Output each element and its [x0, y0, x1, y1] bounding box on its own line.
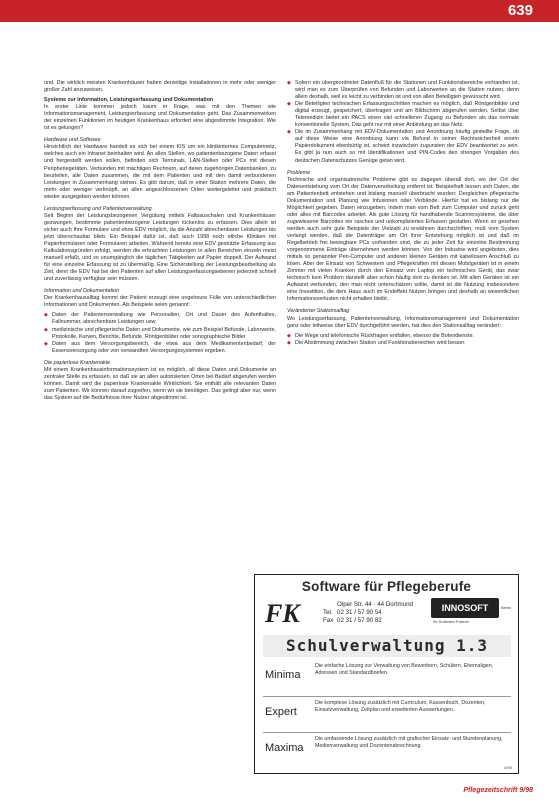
- subheading: Veränderter Stationsalltag: [287, 308, 350, 315]
- bullet-item: ◆ medizinische und pflegerische Daten und Dokumente, wie zum Beispiel Befunde, Laborwerte, Protokolle, Kurven, Berichte, Befunde, Röntgenbilder oder sonographische Bilder: [44, 327, 276, 341]
- ad-contact-line: [323, 617, 413, 625]
- paragraph: und. Die wirklich meisten Krankenhäuser haben derzeitige Installationen in mehr oder weniger großer Zahl anzuweisen.: [44, 80, 276, 94]
- bullet-item: ◆ Daten aus dem Versorgungsbereich, die etwa aus dem Medikamentenbedarf, der Essensversorgung oder von verwandten Versorgungssystemen ergeben.: [44, 341, 276, 355]
- subheading: Leistungserfassung und Patientenverwaltung: [44, 205, 152, 212]
- paragraph: Mit einem Krankenhausinformationssystem ist es möglich, all diese Daten und Dokumente an zentraler Stelle zu erfassen, so daß sie an allen autorisierten Orten bei Bedarf abgerufen werden können. Damit wird die papierlose Krankenakte Wirklichkeit. Sie enthält alle relevanten Daten zum Patienten. Wir können darauf zugreifen, wenn wir sie benötigen. Das gelingt aber nur, wenn das System auf die Bedürfnisse ihrer Nutzer abgestimmt ist.: [44, 366, 276, 401]
- bullet-item: ◆ Die Wege und telefonische Rückfragen entfallen, ebenso die Botendienste.: [287, 333, 519, 340]
- ad-edition-row: [263, 660, 511, 694]
- subheading: Information und Dokumentation: [44, 288, 120, 295]
- bullet-item: ◆ Sofern ein übergeordneter Datenfluß für die Stationen und Funktionsbereiche vorhanden ist, wird man es zum Überprüfen von Befunden und Laborwerten an die Station nutzen, denn allein deshalb, weil es leicht zu verbinden ist und von allen Beteiligten gewünscht wird.: [287, 80, 519, 101]
- advertisement: [254, 574, 519, 774]
- edition-name: Expert: [265, 706, 297, 718]
- ad-title: Software für Pflegeberufe: [301, 579, 472, 594]
- ad-logo: FK: [265, 599, 300, 628]
- ad-edition-row: [263, 732, 511, 766]
- right-column: [287, 80, 519, 350]
- ad-product-name: Schulverwaltung 1.3: [263, 635, 511, 657]
- section-heading: Systeme zur Information, Leistungserfassung und Dokumentation: [44, 97, 214, 104]
- contact-value: 02 31 / 57 90 54: [337, 609, 382, 616]
- ad-brand-note: Berlin: [501, 605, 512, 610]
- ad-contact-block: [263, 597, 511, 631]
- bullet-item: ◆ Die Abstimmung zwischen Station und Funktionsbereichen wird besser.: [287, 340, 519, 347]
- edition-description: Die komplexe Lösung zusätzlich mit Curriculum, Kassenbuch, Dozenten, Einsatzverwaltung, Zeitplan und erweiterten Auswertungen.: [315, 700, 486, 713]
- paragraph: Wo Leistungserfassung, Patientenverwaltung, Informationsmanagement und Dokumentation ganz oder teilweise über EDV durchgeführt werden, hat dies den Stationsalltag verändert:: [287, 315, 519, 329]
- subheading: Hardware und Software: [44, 137, 101, 144]
- edition-description: Die umfassende Lösung zusätzlich mit grafischer Einsatz- und Stundenplanung, Medienverwaltung und Dozentenabrechnung.: [315, 736, 503, 749]
- ad-contact-lines: [323, 601, 413, 625]
- ad-edition-row: [263, 696, 511, 730]
- bullet-item: ◆ Die Beteiligten technischen Erfassungsschritten machen es möglich, daß Röntgenbilder und digital erzeugt, gespeichert, übertragen und am Bildschirm abgerufen werden. Selbst über Telemedizin bietet ein PACS einen viel schnelleren Zugang zu Befunden als das normale konventionelle System. Das geht nur mit einer Anbindung an das Netz.: [287, 101, 519, 129]
- journal-footer: Pflegezeitschrift 9/98: [463, 787, 533, 794]
- bullet-item: ◆ Daten der Patientenverwaltung wie Personalien, Ort und Dauer des Aufenthaltes, Fallnummer, abrechenbare Leistungen usw.: [44, 312, 276, 326]
- contact-label: Tel.: [323, 609, 333, 616]
- paragraph: Seit Beginn der Leistungsbezogenen Vergütung mittels Fallpauschalen und Krankenhäuser gezwungen, bestimmte patientenbezogene Leistungen lückenlos zu erfassen. Dies allein ist sicher auch Ihre Formulare und ohne EDV möglich, da die Anzahl abrechenbarer Leistungen bis jetzt überschaubar blieb. Ein Beispiel dafür ist, daß auch 1998 noch etliche Kliniken mit Papierformularen oder Formularen arbeiten. Während bereits eine EDV gestützte Erfassung aus Kalkulationsgründen erfolgt, werden die erbrachten Leistungen in allen Bereichen einzeln meist manuell erfaßt, und so unumgänglich die täglichen Tätigkeiten auf Papier doppelt. Der Aufwand für eine einzelne Erfassung ist zu übermäßig. Eine Sicherstellung der Leistungsbearbeitung als Zeit, denn die EDV hat bei den Patienten auf allen Leistungserfassungsebenen jederzeit schnell und zuverlässig verfügbar sein müssen.: [44, 212, 276, 283]
- paragraph: Der Krankenhausalltag kommt der Patient erzeugt eine ungeheure Fülle von unterschiedlichen Informationen und Dokumenten. Als Beispiele seien genannt:: [44, 295, 276, 309]
- page-number: 639: [507, 2, 533, 19]
- left-column: [44, 80, 276, 405]
- paragraph: In erster Linie kommen jedoch kaum in Frage, was mit den Themen wie Informationsmanagement, Leistungserfassung und Dokumentation geht. Das Zusammenwirken der einzelnen Funktionen im heutigen Krankenhaus erfordert eine abgestimmte Integration. Wie ist es gelungen?: [44, 104, 276, 132]
- ad-brand-subtitle: Ihr Software-Partner: [433, 619, 470, 624]
- contact-value: Olper Str. 44 · 44 Dortmund: [337, 601, 414, 608]
- header-bar: [0, 0, 559, 22]
- edition-name: Minima: [265, 669, 301, 681]
- contact-value: 02 31 / 57 90 82: [337, 617, 382, 624]
- bullet-item: ◆ Die im Zusammenhang mit EDV-Dokumentation und Anordnung häufig gestellte Frage, ob auf diese Weise eine Anordnung kann via Befund in seiner Rechtssicherheit einem Papierdokument ebenbürtig ist, scheint inzwischen zugunsten der EDV beantwortet zu sein. Es gibt ja nun auch so mit Identifikationen und PIN-Codes den strengen Vorgaben des deutschen Datenschutzes Genüge getan wird.: [287, 129, 519, 164]
- contact-label: Fax: [323, 617, 334, 624]
- ad-code: 6/95: [504, 765, 512, 770]
- bullet-list: [287, 80, 519, 165]
- ad-contact-line: [323, 601, 413, 609]
- paragraph: Hinsichtlich der Hardware handelt es sich bei einem KIS um ein klinikinternes Computernetz, welches auch ein Intranet beinhalten wird. An allen Stellen, wo patientenbezogene Daten erfasst und hergestellt werden sollen, befinden sich Terminals, LAN-Stellen oder PCs mit diesen Peripheriegeräten. Verbunden mit mächtigen Rechnern, auf deren zugehörigen Datenbanken, zu beurteilen, alle Daten zusammen, die mit dem Patienten und mit den damit verbundenen Leistungen in Zusammenhang stehen. Es gibt darum, daß in einer Station mehrere Daten, die mehr oder weniger verknüpft, an allen angeschlossenen Orten weitergeleitet und praktisch wieder ausgegeben werden können.: [44, 144, 276, 200]
- edition-description: Die einfache Lösung zur Verwaltung von Bewerbern, Schülern, Ehemaligen, Adressen und Standardbriefen.: [315, 663, 494, 676]
- bullet-list: [287, 333, 519, 347]
- edition-name: Maxima: [265, 742, 304, 754]
- subheading: Die papierlose Krankenakte: [44, 359, 111, 366]
- paragraph: Technische und organisatorische Probleme gibt es dagegen überall dort, wo der Ort der Datenentstehung vom Ort der Datenverarbeitung entfernt ist. Beispielhaft lassen sich Daten, die am Patientenbett entstehen und bislang manuell überbracht wurden: Dergleichen pflegerische Dokumentation und Planung wie Infusionen oder Verbände. Hierfür hat es bislang nur die Möglichkeit gegeben, Daten einzugeben, indem man vom Bett zum Computer und zurück geht oder alles mit Barcodes arbeitet. Als gute Lösung für handhabende Scannersysteme, die über zugewiesene Barcodes ein rasches und unkompliziertes Erfassen gestatten. Wenn so gesehen werden auch sehr gute Beispiele der Vielzahl zu erwähnen durchschriften, muß vom System verlangt werden, daß die Datenträger am Ort ihrer Entstehung möglich ist und daß im Regelbetrieb frei bewegbare PCs vorhanden sind, die zu jeder Zeit für einzelne Bestimmung vorgenommene Einträge übernehmen werden können. Von der Industrie wird angeboten, dies mittels so genannter Pen-Computer und anderen kleinen Geräten mit kabellosem Anschluß zu lösen. Aber der Einsatz von Schwestern und Pflegekräften mit diesen Mobilgeräten ist in einem Zimmer mit vielen Kranken durch den Einsatz von Laptop ein technisches Gerät, das zwar technisch kein Problem darstellt aber schon häufig dort zu denken ist. Mit allen Geräten ist ein Aufwand verbunden, den man nicht unterschätzen sollte, damit ist die Nutzung insbesondere eine Investition, die dem Haus auch im Endeffekt Nutzen bringen und deshalb an wesentlichen Informationsverlusten nicht erhalten bleibt.: [287, 176, 519, 303]
- ad-brand-logo: INNOSOFT: [431, 598, 499, 618]
- subheading: Probleme: [287, 169, 311, 176]
- ad-contact-line: [323, 609, 413, 617]
- bullet-list: [44, 312, 276, 354]
